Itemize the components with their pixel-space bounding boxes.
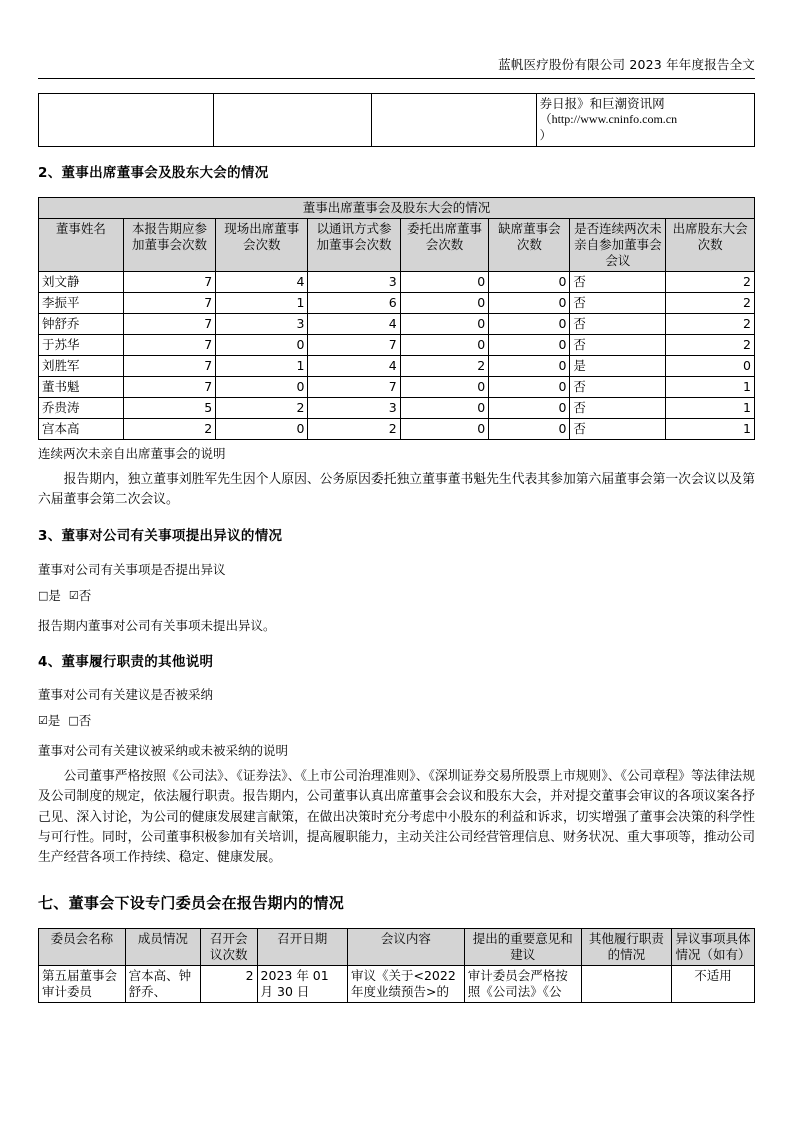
col-shareholder-meetings: 出席股东大会次数 [666, 218, 755, 271]
cell-shareholder: 2 [666, 271, 755, 292]
cont-cell-4-text: 券日报》和巨潮资讯网 [539, 96, 665, 111]
cell-telecom: 4 [308, 313, 400, 334]
cell-shareholder: 0 [666, 355, 755, 376]
cell-director-name: 李振平 [39, 292, 124, 313]
cell-shareholder: 1 [666, 376, 755, 397]
cont-cell-2 [214, 94, 372, 147]
attendance-caption-row [39, 197, 755, 218]
cell-meeting-count: 2 [201, 965, 258, 1002]
cont-cell-1 [39, 94, 214, 147]
cell-proxy: 0 [400, 376, 489, 397]
table-row [39, 334, 755, 355]
cell-absent: 0 [489, 355, 570, 376]
checkbox-yes-icon[interactable]: □ [38, 588, 49, 602]
cell-absent: 0 [489, 376, 570, 397]
checkbox-yes-icon[interactable]: ☑ [38, 714, 48, 728]
cell-telecom: 7 [308, 334, 400, 355]
cell-consecutive: 是 [570, 355, 666, 376]
col-absent-meetings: 缺席董事会次数 [489, 218, 570, 271]
attendance-caption: 董事出席董事会及股东大会的情况 [39, 197, 755, 218]
col-meeting-count: 召开会议次数 [201, 928, 258, 965]
cell-proxy: 2 [400, 355, 489, 376]
attendance-header-row [39, 218, 755, 271]
table-row [39, 397, 755, 418]
cell-required: 7 [123, 376, 215, 397]
cell-consecutive: 否 [570, 376, 666, 397]
section-4-body: 公司董事严格按照《公司法》、《证券法》、《上市公司治理准则》、《深圳证券交易所股票上市规则》、《公司章程》等法律法规及公司制度的规定，依法履行职责。报告期内，公司董事认真出席董事会会议和股东大会，并对提交董事会审议的各项议案各抒己见、深入讨论，为公司的健康发展建言献策，在做出决策时充分考虑中小股东的利益和诉求，切实增强了董事会决策的科学性与可行性。同时，公司董事积极参加有关培训，提高履职能力，主动关注公司经营管理信息、财务状况、重大事项等，推动公司生产经营各项工作持续、稳定、健康发展。 [38, 769, 755, 865]
attendance-table [38, 197, 755, 440]
section-4-heading: 4、董事履行职责的其他说明 [38, 653, 214, 670]
section-4-choice-group [38, 711, 755, 731]
header-divider [38, 78, 755, 79]
col-other-duties: 其他履行职责的情况 [581, 928, 671, 965]
col-meeting-date: 召开日期 [257, 928, 347, 965]
section-4-label-yes: 是 [47, 713, 61, 729]
cell-telecom: 6 [308, 292, 400, 313]
cell-onsite: 1 [216, 355, 308, 376]
cell-required: 5 [123, 397, 215, 418]
cell-shareholder: 2 [666, 334, 755, 355]
cell-proxy: 0 [400, 334, 489, 355]
section-2-heading: 2、董事出席董事会及股东大会的情况 [38, 165, 269, 181]
section-3-choice-group [38, 586, 755, 606]
cell-required: 7 [123, 313, 215, 334]
col-required-meetings: 本报告期应参加董事会次数 [123, 218, 215, 271]
cell-proxy: 0 [400, 271, 489, 292]
cell-consecutive: 否 [570, 313, 666, 334]
cell-required: 7 [123, 334, 215, 355]
col-meeting-content: 会议内容 [347, 928, 464, 965]
consecutive-absence-note-body: 报告期内，独立董事刘胜军先生因个人原因、公务原因委托独立董事董书魁先生代表其参加第六届董事会第一次会议以及第六届董事会第二次会议。 [38, 471, 755, 507]
cell-shareholder: 2 [666, 313, 755, 334]
cell-onsite: 3 [216, 313, 308, 334]
cell-proxy: 0 [400, 292, 489, 313]
table-row [39, 965, 755, 1002]
cell-members: 宫本高、钟舒乔、 [125, 965, 200, 1002]
cell-director-name: 钟舒乔 [39, 313, 124, 334]
cell-absent: 0 [489, 292, 570, 313]
section-4-label-no: 否 [78, 713, 92, 729]
cell-absent: 0 [489, 313, 570, 334]
section-3-label-yes: 是 [48, 587, 61, 603]
cell-telecom: 3 [308, 271, 400, 292]
cell-objection-details: 不适用 [672, 965, 755, 1002]
continuation-table [38, 93, 755, 147]
cell-director-name: 宫本高 [39, 418, 124, 439]
section-4-question: 董事对公司有关建议是否被采纳 [38, 687, 214, 703]
cell-shareholder: 1 [666, 418, 755, 439]
cell-telecom: 7 [308, 376, 400, 397]
col-important-opinions: 提出的重要意见和建议 [464, 928, 581, 965]
cell-onsite: 0 [216, 376, 308, 397]
cont-cell-4 [536, 94, 754, 147]
table-row [39, 376, 755, 397]
section-4-explain-label: 董事对公司有关建议被采纳或未被采纳的说明 [38, 743, 289, 759]
table-row [39, 271, 755, 292]
cell-consecutive: 否 [570, 418, 666, 439]
table-row [39, 355, 755, 376]
cell-consecutive: 否 [570, 292, 666, 313]
cell-proxy: 0 [400, 313, 489, 334]
cell-shareholder: 1 [666, 397, 755, 418]
col-onsite-meetings: 现场出席董事会次数 [216, 218, 308, 271]
section-3-question: 董事对公司有关事项是否提出异议 [38, 561, 226, 577]
cell-onsite: 4 [216, 271, 308, 292]
col-proxy-meetings: 委托出席董事会次数 [400, 218, 489, 271]
col-committee-name: 委员会名称 [39, 928, 126, 965]
checkbox-no-icon[interactable]: ☑ [68, 588, 79, 602]
cell-director-name: 乔贵涛 [39, 397, 124, 418]
cell-consecutive: 否 [570, 271, 666, 292]
table-row [39, 418, 755, 439]
cell-required: 7 [123, 292, 215, 313]
cell-important-opinions: 审计委员会严格按照《公司法》《公 [464, 965, 581, 1002]
cell-consecutive: 否 [570, 397, 666, 418]
cell-required: 7 [123, 355, 215, 376]
checkbox-no-icon[interactable]: □ [68, 714, 79, 728]
cell-director-name: 董书魁 [39, 376, 124, 397]
cell-absent: 0 [489, 271, 570, 292]
cell-director-name: 刘文静 [39, 271, 124, 292]
col-telecom-meetings: 以通讯方式参加董事会次数 [308, 218, 400, 271]
cell-director-name: 刘胜军 [39, 355, 124, 376]
cell-telecom: 3 [308, 397, 400, 418]
section-3-label-no: 否 [78, 587, 92, 603]
cell-absent: 0 [489, 334, 570, 355]
cell-director-name: 于苏华 [39, 334, 124, 355]
cell-proxy: 0 [400, 418, 489, 439]
cell-onsite: 0 [216, 334, 308, 355]
cont-cell-3 [371, 94, 536, 147]
cell-telecom: 2 [308, 418, 400, 439]
cell-onsite: 2 [216, 397, 308, 418]
cell-onsite: 0 [216, 418, 308, 439]
section-3-answer: 报告期内董事对公司有关事项未提出异议。 [38, 617, 276, 633]
cell-onsite: 1 [216, 292, 308, 313]
col-director-name: 董事姓名 [39, 218, 124, 271]
cell-shareholder: 2 [666, 292, 755, 313]
cell-absent: 0 [489, 418, 570, 439]
committee-table [38, 928, 755, 1003]
running-header: 蓝帆医疗股份有限公司 2023 年年度报告全文 [498, 57, 755, 72]
consecutive-absence-note-label: 连续两次未亲自出席董事会的说明 [38, 445, 226, 461]
cell-meeting-date: 2023 年 01 月 30 日 [257, 965, 347, 1002]
cninfo-url: （http://www.cninfo.com.cn [539, 112, 678, 126]
table-row [39, 292, 755, 313]
cell-telecom: 4 [308, 355, 400, 376]
table-row [39, 94, 755, 147]
committee-header-row [39, 928, 755, 965]
col-objection-details: 异议事项具体情况（如有） [672, 928, 755, 965]
cell-proxy: 0 [400, 397, 489, 418]
cell-other-duties [581, 965, 671, 1002]
col-two-consecutive-absence: 是否连续两次未亲自参加董事会会议 [570, 218, 666, 271]
cell-required: 2 [123, 418, 215, 439]
cninfo-url-close: ） [539, 127, 552, 142]
section-7-heading: 七、董事会下设专门委员会在报告期内的情况 [38, 894, 345, 913]
cell-committee-name: 第五届董事会审计委员 [39, 965, 126, 1002]
cell-consecutive: 否 [570, 334, 666, 355]
section-3-heading: 3、董事对公司有关事项提出异议的情况 [38, 527, 283, 544]
cell-meeting-content: 审议《关于<2022 年度业绩预告>的 [347, 965, 464, 1002]
table-row [39, 313, 755, 334]
col-members: 成员情况 [125, 928, 200, 965]
cell-required: 7 [123, 271, 215, 292]
cell-absent: 0 [489, 397, 570, 418]
